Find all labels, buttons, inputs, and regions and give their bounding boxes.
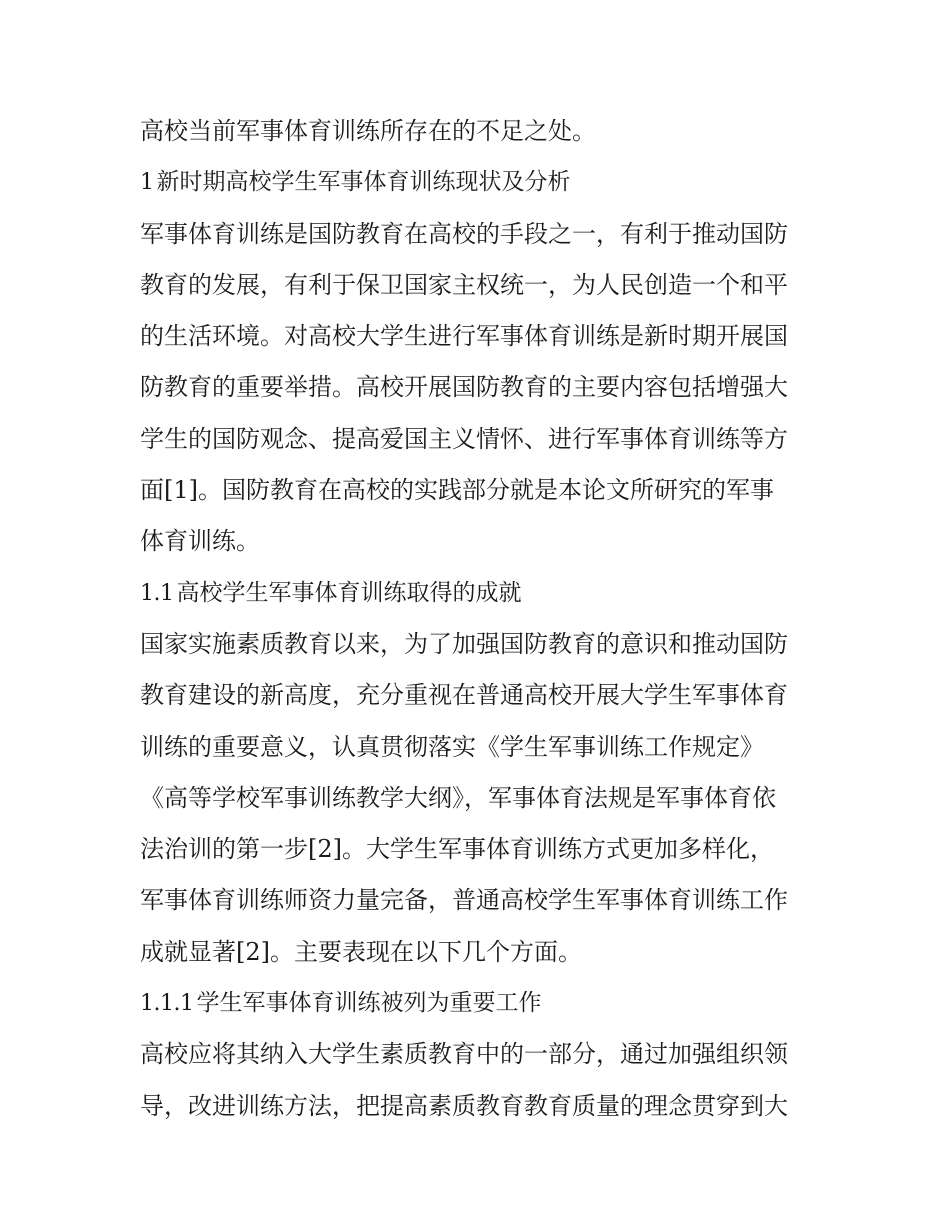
section-heading-1 (140, 157, 820, 208)
section-heading-1-1 (140, 568, 820, 619)
paragraph-line: 训练的重要意义，认真贯彻落实《学生军事训练工作规定》 (140, 732, 764, 761)
paragraph-line: 导，改进训练方法，把提高素质教育教育质量的理念贯穿到大 (140, 1091, 788, 1120)
paragraph-line: 学生的国防观念、提高爱国主义情怀、进行军事体育训练等方 (140, 424, 788, 453)
paragraph-line: 军事体育训练是国防教育在高校的手段之一，有利于推动国防 (140, 219, 788, 248)
paragraph-line: 教育的发展，有利于保卫国家主权统一，为人民创造一个和平 (140, 270, 788, 299)
paragraph-line: 的生活环境。对高校大学生进行军事体育训练是新时期开展国 (140, 322, 788, 351)
paragraph-line: 《高等学校军事训练教学大纲》，军事体育法规是军事体育依 (140, 783, 776, 812)
paragraph-line: 高校当前军事体育训练所存在的不足之处。 (140, 117, 596, 145)
paragraph-line: 军事体育训练师资力量完备，普通高校学生军事体育训练工作 (140, 886, 788, 915)
paragraph-line: 防教育的重要举措。高校开展国防教育的主要内容包括增强大 (140, 373, 788, 402)
section-title: 学生军事体育训练被列为重要工作 (196, 990, 542, 1017)
section-number: 1 (140, 170, 154, 196)
section-title: 高校学生军事体育训练取得的成就 (176, 579, 522, 606)
section-heading-1-1-1 (140, 978, 820, 1029)
paragraph-line: 体育训练。 (140, 527, 260, 556)
paragraph-line: 法治训的第一步[2]。大学生军事体育训练方式更加多样化， (140, 835, 774, 864)
paragraph-line: 高校应将其纳入大学生素质教育中的一部分，通过加强组织领 (140, 1040, 788, 1069)
section-number: 1.1.1 (140, 991, 194, 1017)
section-title: 新时期高校学生军事体育训练现状及分析 (156, 169, 571, 196)
paragraph-line: 面[1]。国防教育在高校的实践部分就是本论文所研究的军事 (140, 476, 774, 505)
paragraph-line: 国家实施素质教育以来，为了加强国防教育的意识和推动国防 (140, 629, 788, 658)
paragraph-line: 教育建设的新高度，充分重视在普通高校开展大学生军事体育 (140, 681, 788, 710)
paragraph-line: 成就显著[2]。主要表现在以下几个方面。 (140, 937, 582, 966)
document-body (140, 106, 820, 1132)
section-number: 1.1 (140, 580, 174, 606)
